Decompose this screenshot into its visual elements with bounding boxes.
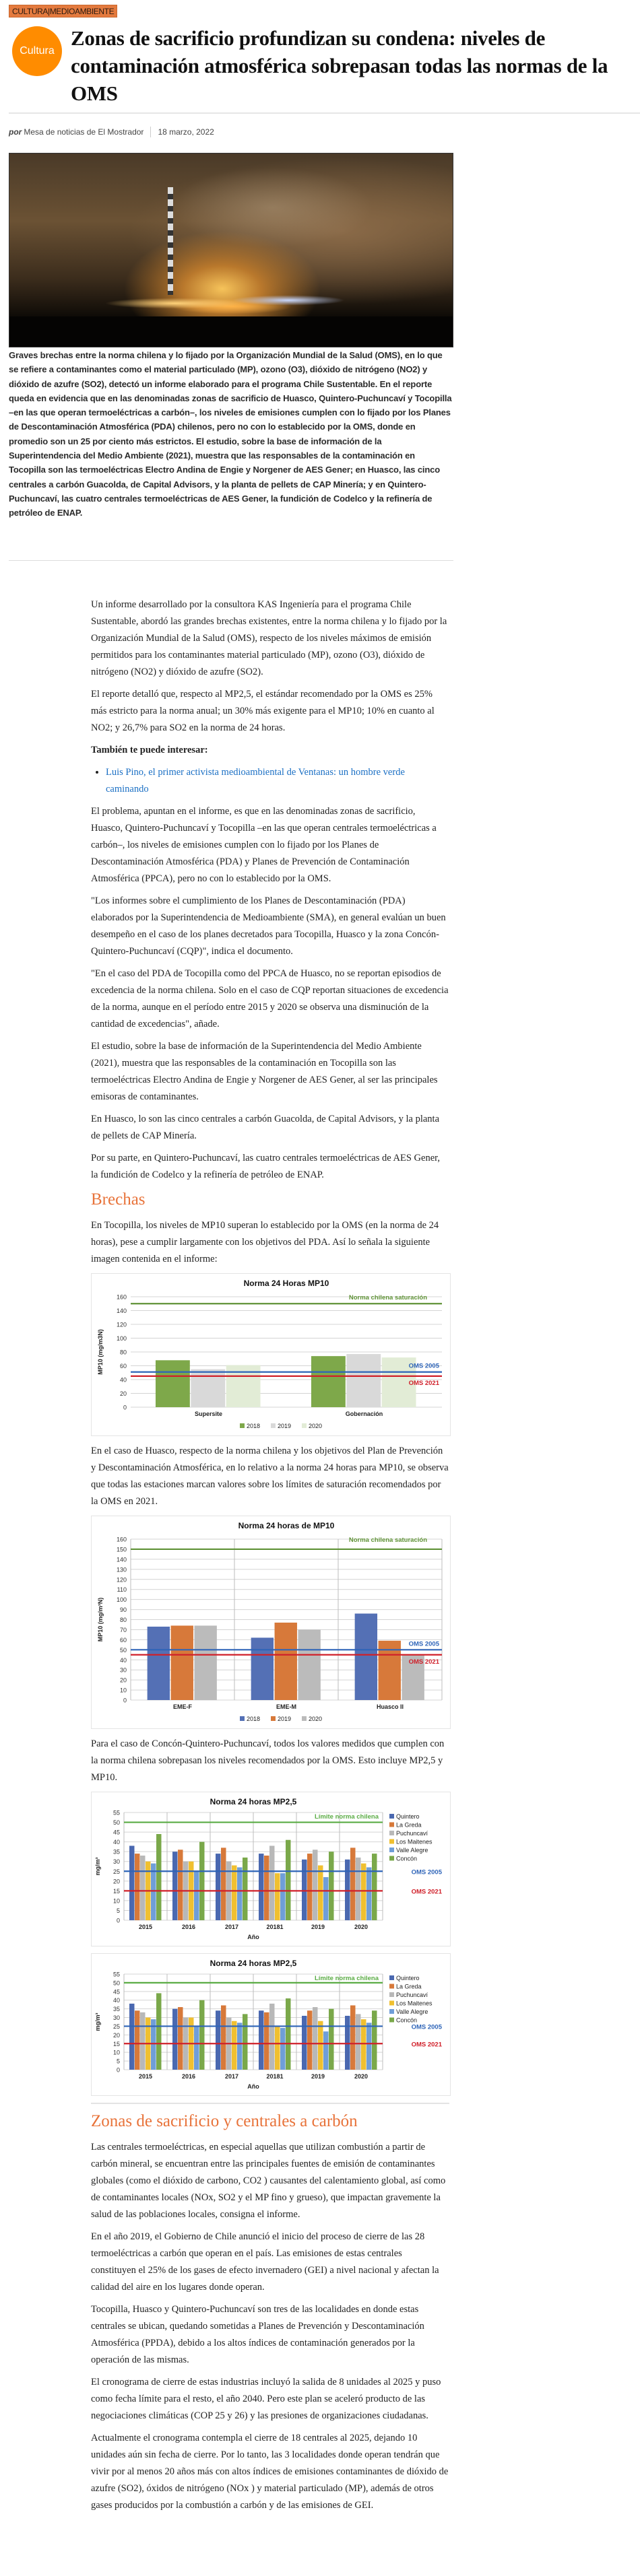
reference-line-label: OMS 2005 [411, 2023, 442, 2031]
bar-la-greda [350, 1848, 356, 1920]
y-tick-label: 40 [113, 1839, 120, 1846]
y-tick-label: 100 [116, 1335, 127, 1342]
bar-puchuncaví [313, 1850, 318, 1920]
chart-tocopilla-mp10 [91, 1273, 451, 1436]
x-tick-label: 2020 [354, 2073, 369, 2080]
legend-label: 2019 [278, 1716, 292, 1722]
bar-concón [286, 1998, 291, 2070]
chart-cqp-mp25 [91, 1792, 451, 1946]
bar-la-greda [264, 2012, 269, 2070]
y-tick-label: 25 [113, 2023, 120, 2030]
bar-la-greda [350, 2005, 356, 2070]
x-tick-label: EME-M [276, 1703, 296, 1710]
y-axis-label: MP10 (mg/m³N) [97, 1597, 104, 1642]
legend-label: 2018 [247, 1716, 261, 1722]
bar-quintero [172, 2009, 178, 2070]
legend-swatch [389, 1848, 394, 1852]
bar-valle-alegre [194, 2026, 199, 2070]
x-tick-label: 2016 [181, 1924, 196, 1930]
image-caption: Graves brechas entre la norma chilena y lo fijado por la Organización Mundial de la Salud (OMS), en lo que se refiere a contaminantes como el material particulado (MP), ozono (O3), dióxido de nitrógeno (NO2) y dióxido de azufre (SO2), detectó un informe elaborado para el programa Chile Sustentable. En el reporte queda en evidencia que en las denominadas zonas de sacrificio de Huasco, Quintero-Puchuncaví y Tocopilla –en las que operan termoeléctricas a carbón–, los niveles de emisiones cumplen con lo fijado por los Planes de Descontaminación Atmosférica (PDA) chilenos, pero no con lo establecido por la OMS, donde en promedio son un 25 por ciento más estrictos. El estudio, sobre la base de información de la Superintendencia del Medio Ambiente (2021), muestra que las responsables de la contaminación en Tocopilla son las termoeléctricas Electro Andina de Engie y Norgener de AES Gener; en Huasco, las cinco centrales a carbón Guacolda, de Capital Advisors, y la planta de pellets de CAP Minería; y en Quintero-Puchuncaví, las cuatro centrales termoeléctricas de AES Gener, la fundición de Codelco y la refinería de petróleo de ENAP. [9, 350, 452, 518]
bar-la-greda [178, 1850, 183, 1920]
bar-puchuncaví [356, 1858, 361, 1920]
y-tick-label: 55 [113, 1971, 120, 1978]
legend-label: Valle Alegre [396, 2008, 428, 2015]
y-tick-label: 0 [123, 1404, 127, 1411]
legend-label: La Greda [396, 1821, 422, 1829]
y-tick-label: 110 [117, 1586, 127, 1594]
y-tick-label: 50 [113, 1819, 120, 1827]
bar-2018 [311, 1356, 346, 1407]
y-tick-label: 60 [119, 1636, 127, 1643]
legend-swatch [302, 1716, 307, 1721]
y-tick-label: 30 [119, 1666, 127, 1674]
bar-concón [372, 1854, 377, 1920]
divider [9, 560, 453, 561]
paragraph: En Huasco, lo son las cinco centrales a carbón Guacolda, de Capital Advisors, y la planta de pellets de CAP Minería. [91, 1114, 440, 1141]
chimney-shape [168, 187, 173, 295]
y-tick-label: 45 [113, 1829, 120, 1836]
legend-swatch [389, 1831, 394, 1835]
legend-label: 2018 [247, 1423, 261, 1429]
reference-line-label: OMS 2005 [411, 1868, 442, 1876]
x-tick-label: 20181 [266, 1924, 284, 1930]
y-tick-label: 0 [116, 1917, 120, 1924]
bar-puchuncaví [269, 2004, 275, 2070]
bar-puchuncaví [140, 1856, 146, 1920]
legend-swatch [389, 1992, 394, 1997]
y-tick-label: 80 [119, 1617, 127, 1623]
related-list [91, 764, 449, 798]
bar-2019 [191, 1369, 225, 1407]
reference-line-label: Norma chilena saturación [348, 1536, 427, 1544]
x-tick-label: Gobernación [345, 1411, 383, 1417]
y-axis-label: MP10 (mg/m3N) [97, 1329, 104, 1375]
legend-swatch [389, 1984, 394, 1989]
bar-concón [156, 1993, 162, 2070]
chart-title: Norma 24 horas MP2,5 [210, 1959, 297, 1968]
paragraph: Por su parte, en Quintero-Puchuncaví, las cuatro centrales termoeléctricas de AES Gener, la fundición de Codelco y la refinería de petróleo de ENAP. [91, 1153, 441, 1180]
y-tick-label: 25 [113, 1868, 120, 1875]
divider [91, 2103, 449, 2104]
y-tick-label: 10 [113, 2049, 120, 2056]
article-body [91, 597, 449, 2519]
publish-date: 18 marzo, 2022 [158, 127, 214, 137]
x-tick-label: 2020 [354, 1924, 369, 1930]
legend-label: Concón [396, 1855, 418, 1862]
y-tick-label: 0 [123, 1697, 127, 1704]
bar-la-greda [135, 2010, 140, 2070]
byline [9, 127, 214, 137]
bar-concón [156, 1834, 162, 1920]
legend-swatch [271, 1423, 276, 1428]
y-tick-label: 35 [113, 2006, 120, 2013]
y-tick-label: 15 [113, 2040, 120, 2047]
legend-swatch [389, 2001, 394, 2006]
legend-label: 2019 [278, 1423, 292, 1429]
reference-line-label: OMS 2005 [408, 1640, 439, 1648]
y-tick-label: 120 [116, 1576, 127, 1584]
y-tick-label: 15 [113, 1887, 120, 1895]
legend-label: Los Maitenes [396, 1838, 433, 1845]
y-axis-label: mg/m³ [94, 1857, 101, 1876]
author-link[interactable]: Mesa de noticias de El Mostrador [24, 127, 144, 137]
x-tick-label: 2017 [224, 1924, 239, 1930]
bar-los-maitenes [275, 1873, 280, 1920]
bar-concón [199, 2000, 205, 2070]
reference-line-label: OMS 2005 [408, 1362, 439, 1370]
paragraph: El reporte detalló que, respecto al MP2,5, el estándar recomendado por la OMS es 25% más estricto para la norma anual; un 30% más exigente para el MP10; 10% en cuanto al NO2; y 26,7% para SO2 en la norma de 24 horas. [91, 689, 435, 733]
y-tick-label: 10 [119, 1687, 127, 1694]
y-tick-label: 80 [119, 1349, 127, 1356]
bar-concón [372, 2010, 377, 2070]
bar-los-maitenes [232, 2021, 237, 2070]
bar-quintero [345, 1860, 350, 1920]
y-tick-label: 20 [119, 1390, 127, 1397]
legend-swatch [389, 2009, 394, 2014]
bar-2019 [275, 1623, 297, 1700]
bar-valle-alegre [280, 1873, 286, 1920]
x-axis-label: Año [247, 2083, 259, 2090]
y-tick-label: 45 [113, 1988, 120, 1996]
chart-huasco-mp10 [91, 1516, 451, 1729]
y-tick-label: 35 [113, 1848, 120, 1856]
hero-image [9, 153, 453, 347]
reference-line-label: Límite norma chilena [314, 1975, 379, 1982]
legend-label: Quintero [396, 1813, 420, 1820]
bar-quintero [216, 1854, 221, 1920]
y-tick-label: 30 [113, 2014, 120, 2022]
bar-quintero [172, 1852, 178, 1920]
x-tick-label: 2016 [181, 2073, 196, 2080]
x-tick-label: 2019 [311, 2073, 325, 2080]
paragraph: "Los informes sobre el cumplimiento de los Planes de Descontaminación (PDA) elaborados por la Superintendencia de Medioambiente (SMA), en general evalúan un buen desempeño en el caso de los planes decretados para Tocopilla, Huasco y la zona Concón-Quintero-Puchuncaví (CQP)", indica el documento. [91, 895, 446, 957]
bar-concón [329, 2009, 334, 2070]
y-tick-label: 20 [119, 1676, 127, 1684]
legend-swatch [302, 1423, 307, 1428]
ground-shape [9, 316, 453, 347]
bar-valle-alegre [237, 2023, 243, 2070]
paragraph: Un informe desarrollado por la consultora KAS Ingeniería para el programa Chile Sustentable, abordó las grandes brechas existentes, entre la norma chilena y lo fijado por la Organización Mundial de la Salud (OMS), respecto de los niveles máximos de emisión permitidos para los contaminantes material particulado (MP), ozono (O3), dióxido de nitrógeno (NO2) y dióxido de azufre (SO2). [91, 599, 447, 677]
bar-la-greda [264, 1856, 269, 1920]
related-label: También te puede interesar: [91, 745, 208, 755]
y-tick-label: 160 [116, 1536, 127, 1543]
bar-los-maitenes [318, 1866, 323, 1920]
bar-la-greda [178, 2007, 183, 2070]
x-tick-label: EME-F [173, 1703, 192, 1710]
plant-lights [90, 288, 373, 318]
paragraph: En el año 2019, el Gobierno de Chile anunció el inicio del proceso de cierre de las 28 termoeléctricas a carbón que operan en el país. Las emisiones de estas centrales constituyen el 25% de los gases de efecto invernadero (GEI) a nivel nacional y afectan la calidad del aire en los lugares donde operan. [91, 2231, 439, 2293]
legend-label: Valle Alegre [396, 1847, 428, 1854]
bar-los-maitenes [232, 1866, 237, 1920]
section-badge[interactable] [12, 26, 62, 76]
x-axis-label: Año [247, 1934, 259, 1940]
y-tick-label: 90 [119, 1606, 127, 1614]
y-tick-label: 120 [116, 1321, 127, 1328]
legend-label: La Greda [396, 1983, 422, 1990]
y-tick-label: 130 [116, 1566, 127, 1573]
bar-concón [286, 1840, 291, 1920]
y-tick-label: 40 [119, 1656, 127, 1664]
bar-la-greda [307, 1854, 313, 1920]
chart-cqp-mp25-repeat [91, 1953, 451, 2096]
bar-quintero [259, 1854, 264, 1920]
legend-swatch [389, 1823, 394, 1827]
divider [9, 112, 640, 114]
bar-valle-alegre [366, 1867, 372, 1920]
bar-la-greda [221, 1848, 226, 1920]
bar-quintero [216, 2010, 221, 2070]
bar-quintero [259, 2010, 264, 2070]
x-tick-label: 2019 [311, 1924, 325, 1930]
legend-label: Puchuncaví [396, 1992, 428, 1998]
bar-valle-alegre [194, 1871, 199, 1920]
section-heading-brechas: Brechas [91, 1190, 146, 1209]
bar-la-greda [221, 2005, 226, 2070]
reference-line-label: OMS 2021 [411, 1888, 442, 1896]
section-badge-label: Cultura [20, 45, 55, 57]
bar-2019 [171, 1625, 193, 1700]
bar-2019 [346, 1354, 381, 1407]
bar-2018 [355, 1614, 377, 1700]
bar-concón [243, 2014, 248, 2070]
bar-quintero [302, 2016, 307, 2070]
byline-separator [150, 127, 151, 137]
legend-swatch [389, 1856, 394, 1861]
paragraph: Tocopilla, Huasco y Quintero-Puchuncaví son tres de las localidades en donde estas centrales se ubican, quedando sometidas a Planes de Prevención y Descontaminación Atmosférica (PPDA), debido a los altos índices de contaminación generados por la operación de las mismas. [91, 2304, 424, 2365]
chart-title: Norma 24 horas de MP10 [238, 1521, 335, 1530]
bar-los-maitenes [318, 2021, 323, 2070]
legend-swatch [389, 2018, 394, 2023]
related-link[interactable]: Luis Pino, el primer activista medioambiental de Ventanas: un hombre verde caminando [106, 767, 405, 794]
y-axis-label: mg/m³ [94, 2012, 101, 2031]
legend-swatch [240, 1423, 245, 1428]
y-tick-label: 5 [116, 2058, 120, 2065]
y-tick-label: 5 [116, 1907, 120, 1914]
bar-2018 [148, 1627, 170, 1700]
paragraph: En Tocopilla, los niveles de MP10 superan lo establecido por la OMS (en la norma de 24 horas), pese a cumplir largamente con los objetivos del PDA. Así lo señala la siguiente imagen contenida en el informe: [91, 1220, 439, 1264]
smoke-shape [171, 167, 373, 248]
legend-label: Concón [396, 2016, 418, 2024]
y-tick-label: 55 [113, 1809, 120, 1817]
bar-puchuncaví [140, 2012, 146, 2070]
y-tick-label: 70 [119, 1626, 127, 1633]
bar-2018 [251, 1637, 274, 1700]
legend-label: Quintero [396, 1975, 420, 1981]
y-tick-label: 40 [113, 1997, 120, 2004]
paragraph: El cronograma de cierre de estas industrias incluyó la salida de 8 unidades al 2025 y puso como fecha límite para el resto, el año 2040. Pero este plan se aceleró producto de las negociaciones climáticas (COP 25 y 26) y las presiones de organizaciones ciudadanas. [91, 2377, 441, 2421]
legend-swatch [389, 1975, 394, 1980]
bar-valle-alegre [280, 2028, 286, 2070]
bar-valle-alegre [237, 1867, 243, 1920]
reference-line-label: OMS 2021 [408, 1658, 439, 1666]
paragraph: El problema, apuntan en el informe, es que en las denominadas zonas de sacrificio, Huasco, Quintero-Puchuncaví y Tocopilla –en las que operan centrales termoeléctricas a carbón–, los niveles de emisiones cumplen con lo fijado por los Planes de Descontaminación Atmosférica (PDA) y Planes de Prevención de Contaminación Atmosférica (PPCA), pero no con lo establecido por la OMS. [91, 806, 437, 884]
y-tick-label: 20 [113, 2031, 120, 2039]
legend-label: 2020 [309, 1716, 323, 1722]
category-tag[interactable]: CULTURA|MEDIOAMBIENTE [9, 5, 117, 18]
byline-prefix: por [9, 127, 22, 137]
bar-los-maitenes [275, 2026, 280, 2070]
reference-line-label: Límite norma chilena [314, 1813, 379, 1821]
bar-2020 [298, 1629, 320, 1700]
legend-swatch [240, 1716, 245, 1721]
x-tick-label: 2017 [224, 2073, 239, 2080]
bar-puchuncaví [269, 1845, 275, 1920]
article-title: Zonas de sacrificio profundizan su condena: niveles de contaminación atmosférica sobrepasan todas las normas de la OMS [71, 26, 608, 105]
bar-la-greda [135, 1854, 140, 1920]
bar-puchuncaví [313, 2007, 318, 2070]
legend-label: 2020 [309, 1423, 323, 1429]
bar-valle-alegre [366, 2023, 372, 2070]
section-heading-zonas: Zonas de sacrificio y centrales a carbón [91, 2112, 358, 2130]
bar-2020 [194, 1625, 216, 1700]
chart-title: Norma 24 Horas MP10 [243, 1279, 329, 1288]
bar-la-greda [307, 2010, 313, 2070]
y-tick-label: 50 [113, 1979, 120, 1987]
bar-quintero [129, 2004, 135, 2070]
y-tick-label: 140 [116, 1308, 127, 1314]
x-tick-label: Supersite [194, 1411, 223, 1417]
paragraph: Actualmente el cronograma contempla el cierre de 18 centrales al 2025, dejando 10 unidades aún sin fecha de cierre. Por lo tanto, las 3 localidades donde operan tendrán que vivir por al menos 20 años más con altos índices de emisiones contaminantes de dióxido de azufre (SO2), óxidos de nitrógeno (NOx ) y material particulado (MP), además de otros gases producidos por la combustión a carbón y de las emisiones de GEI. [91, 2433, 449, 2511]
paragraph: Las centrales termoeléctricas, en especial aquellas que utilizan combustión a partir de carbón mineral, se encuentran entre las principales fuentes de emisión de contaminantes globales (como el dióxido de carbono, CO2 ) causantes del calentamiento global, así como de contaminantes locales (NOx, SO2 y el MP fino y grueso), que impactan gravemente la salud de las poblaciones locales, consigna el informe. [91, 2142, 446, 2220]
paragraph: En el caso de Huasco, respecto de la norma chilena y los objetivos del Plan de Prevención y Descontaminación Atmosférica, en lo relativo a la norma 24 horas para MP10, se observa que todas las estaciones marcan valores sobre los límites de saturación recomendados por la OMS en 2021. [91, 1446, 449, 1507]
y-tick-label: 40 [119, 1376, 127, 1384]
y-tick-label: 10 [113, 1897, 120, 1905]
y-tick-label: 0 [116, 2066, 120, 2074]
bar-quintero [345, 2016, 350, 2070]
bar-puchuncaví [356, 2014, 361, 2070]
bar-valle-alegre [323, 2031, 329, 2070]
chart-title: Norma 24 horas MP2,5 [210, 1797, 297, 1806]
y-tick-label: 160 [116, 1293, 127, 1301]
y-tick-label: 100 [116, 1596, 127, 1604]
paragraph: El estudio, sobre la base de información de la Superintendencia del Medio Ambiente (2021), muestra que las responsables de la contaminación en Tocopilla son las termoeléctricas Electro Andina de Engie y Norgener de AES Gener, al ser las principales emisoras de contaminantes. [91, 1041, 438, 1102]
bar-quintero [302, 1860, 307, 1920]
y-tick-label: 50 [119, 1646, 127, 1654]
y-tick-label: 140 [116, 1556, 127, 1563]
legend-swatch [389, 1839, 394, 1844]
reference-line-label: OMS 2021 [408, 1379, 439, 1387]
bar-concón [243, 1858, 248, 1920]
x-tick-label: Huasco II [376, 1703, 404, 1710]
legend-label: Los Maitenes [396, 2000, 433, 2007]
bar-concón [199, 1842, 205, 1920]
y-tick-label: 20 [113, 1878, 120, 1885]
reference-line-label: Norma chilena saturación [348, 1294, 427, 1301]
x-tick-label: 2015 [138, 1924, 153, 1930]
legend-label: Puchuncaví [396, 1830, 428, 1837]
y-tick-label: 150 [116, 1546, 127, 1553]
legend-swatch [389, 1814, 394, 1819]
paragraph: "En el caso del PDA de Tocopilla como del PPCA de Huasco, no se reportan episodios de excedencia de la norma chilena. Solo en el caso de CQP reportan situaciones de excedencia de la norma, aunque en el período entre 2015 y 2020 se observa una disminución de la cantidad de excedencias", añade. [91, 968, 449, 1029]
bar-concón [329, 1852, 334, 1920]
y-tick-label: 60 [119, 1363, 127, 1369]
x-tick-label: 20181 [266, 2073, 284, 2080]
related-item [106, 764, 449, 798]
bar-2018 [156, 1360, 190, 1407]
paragraph: Para el caso de Concón-Quintero-Puchuncaví, todos los valores medidos que cumplen con la norma chilena sobrepasan los niveles recomendados por la OMS. Esto incluye MP2,5 y MP10. [91, 1738, 445, 1783]
bar-valle-alegre [323, 1877, 329, 1920]
reference-line-label: OMS 2021 [411, 2041, 442, 2049]
legend-swatch [271, 1716, 276, 1721]
x-tick-label: 2015 [138, 2073, 153, 2080]
bar-quintero [129, 1845, 135, 1920]
y-tick-label: 30 [113, 1858, 120, 1866]
